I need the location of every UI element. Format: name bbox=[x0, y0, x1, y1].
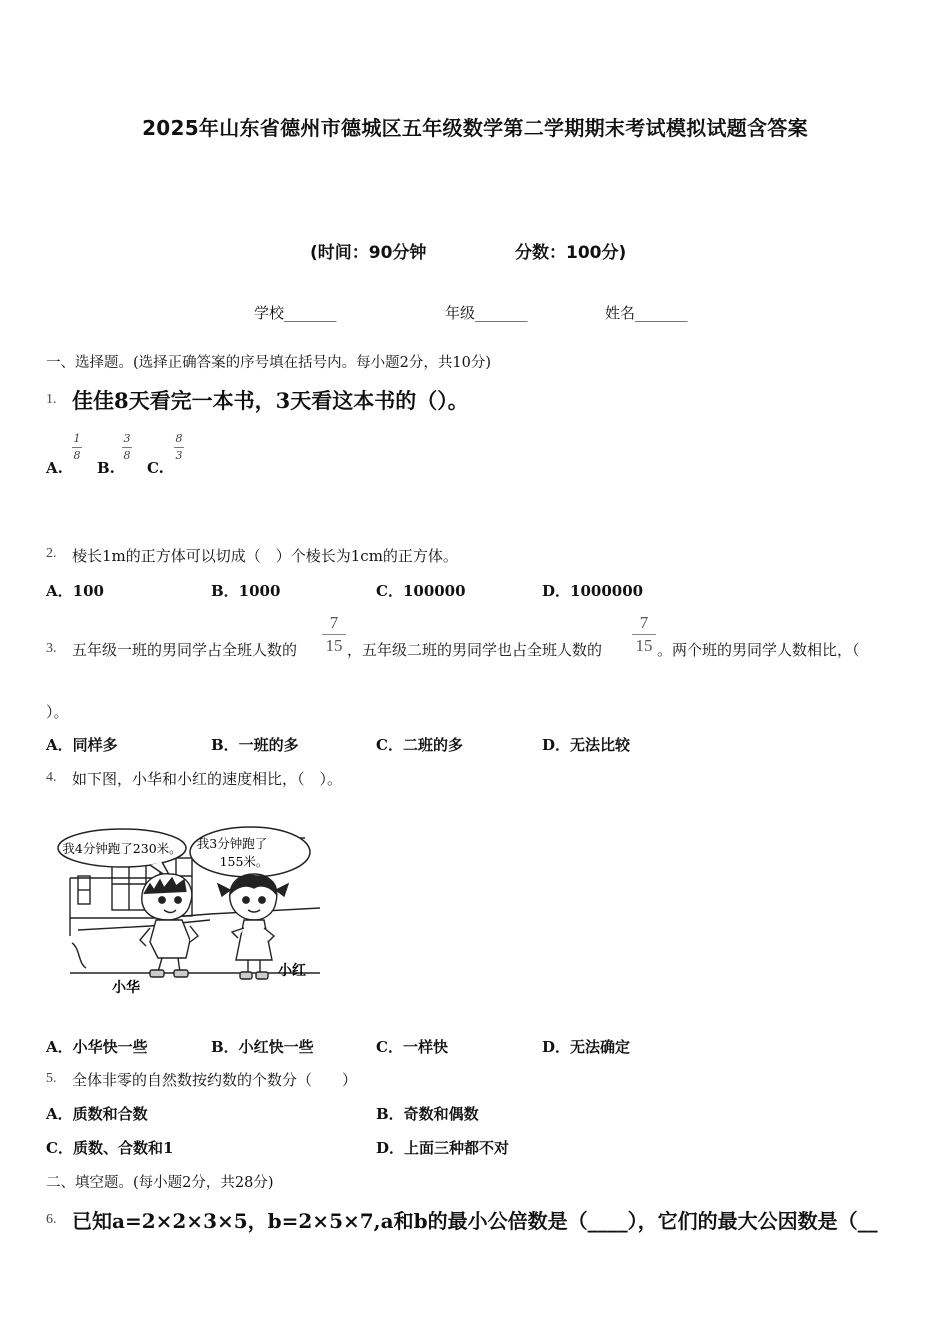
q1-option-c-fraction bbox=[174, 432, 184, 463]
q6-text: 已知a=2×2×3×5，b=2×5×7,a和b的最小公倍数是（____），它们的最大公因数是（__ bbox=[72, 1209, 878, 1233]
fraction-denominator: 8 bbox=[123, 449, 131, 462]
q3-text-part2: ，五年级二班的男同学也占全班人数的 bbox=[347, 641, 603, 659]
page-title: 2025年山东省德州市德城区五年级数学第二学期期末考试模拟试题含答案 bbox=[142, 116, 808, 140]
q1-number: 1. bbox=[46, 392, 57, 407]
q1-option-b-label[interactable]: B. bbox=[97, 459, 115, 477]
fraction-numerator: 7 bbox=[329, 613, 339, 632]
fraction-denominator: 15 bbox=[635, 636, 653, 655]
q3-option-d[interactable]: D．无法比较 bbox=[542, 736, 631, 754]
grade-field[interactable]: 年级_______ bbox=[445, 304, 528, 322]
name-field[interactable]: 姓名_______ bbox=[605, 304, 688, 322]
q1-option-a-fraction bbox=[72, 432, 82, 463]
q3-text-part3: 。两个班的男同学人数相比，（ bbox=[657, 641, 860, 659]
bubble-right-line1: 我3分钟跑了 bbox=[196, 836, 268, 851]
q3-text-part4: ）。 bbox=[46, 703, 69, 721]
q2-option-a[interactable]: A．100 bbox=[46, 582, 104, 600]
q1-option-a-label[interactable]: A. bbox=[46, 459, 63, 477]
q5-option-d[interactable]: D．上面三种都不对 bbox=[376, 1139, 510, 1157]
fraction-numerator: 3 bbox=[123, 432, 131, 445]
q2-text: 棱长1m的正方体可以切成（ ）个棱长为1cm的正方体。 bbox=[72, 547, 458, 565]
fraction-numerator: 1 bbox=[73, 432, 81, 445]
q1-option-c-label[interactable]: C. bbox=[147, 459, 164, 477]
q4-number: 4. bbox=[46, 770, 57, 785]
q3-option-c[interactable]: C．二班的多 bbox=[376, 736, 463, 754]
q1-text: 佳佳8天看完一本书，3天看这本书的（）。 bbox=[72, 388, 469, 413]
q3-option-b[interactable]: B．一班的多 bbox=[211, 736, 299, 754]
q4-option-c[interactable]: C．一样快 bbox=[376, 1038, 448, 1056]
q5-option-c[interactable]: C．质数、合数和1 bbox=[46, 1139, 174, 1157]
q4-text: 如下图，小华和小红的速度相比，（ ）。 bbox=[72, 770, 343, 788]
bubble-left-text: 我4分钟跑了230米。 bbox=[62, 841, 182, 856]
fraction-numerator: 8 bbox=[175, 432, 183, 445]
q5-text: 全体非零的自然数按约数的个数分（ ） bbox=[72, 1071, 358, 1089]
fraction-numerator: 7 bbox=[639, 613, 649, 632]
exam-score: 分数：100分) bbox=[515, 243, 627, 263]
boy-figure bbox=[140, 874, 198, 977]
q5-option-b[interactable]: B．奇数和偶数 bbox=[376, 1105, 479, 1123]
exam-time: (时间：90分钟 bbox=[310, 243, 427, 263]
fraction-denominator: 15 bbox=[325, 636, 343, 655]
q3-option-a[interactable]: A．同样多 bbox=[46, 736, 118, 754]
q2-number: 2. bbox=[46, 546, 57, 561]
fraction-denominator: 3 bbox=[175, 449, 183, 462]
q3-fraction-1 bbox=[322, 614, 346, 655]
fraction-denominator: 8 bbox=[73, 449, 81, 462]
q2-option-b[interactable]: B．1000 bbox=[211, 582, 281, 600]
q5-number: 5. bbox=[46, 1071, 57, 1086]
q4-option-b[interactable]: B．小红快一些 bbox=[211, 1038, 314, 1056]
q3-number: 3. bbox=[46, 641, 57, 656]
boy-name: 小华 bbox=[112, 980, 140, 996]
q5-option-a[interactable]: A．质数和合数 bbox=[46, 1105, 148, 1123]
q1-option-b-fraction bbox=[122, 432, 132, 463]
q4-illustration bbox=[50, 818, 340, 1003]
bubble-right-line2: 155米。 bbox=[219, 854, 269, 869]
section1-heading: 一、选择题。(选择正确答案的序号填在括号内。每小题2分，共10分) bbox=[46, 355, 491, 371]
q4-option-a[interactable]: A．小华快一些 bbox=[46, 1038, 148, 1056]
section2-heading: 二、填空题。(每小题2分，共28分) bbox=[46, 1175, 274, 1191]
school-field[interactable]: 学校_______ bbox=[254, 304, 337, 322]
q2-option-c[interactable]: C．100000 bbox=[376, 582, 466, 600]
q3-fraction-2 bbox=[632, 614, 656, 655]
q2-option-d[interactable]: D．1000000 bbox=[542, 582, 644, 600]
q4-option-d[interactable]: D．无法确定 bbox=[542, 1038, 631, 1056]
girl-name: 小红 bbox=[278, 963, 306, 979]
q3-text-part1: 五年级一班的男同学占全班人数的 bbox=[72, 641, 298, 659]
q6-number: 6. bbox=[46, 1212, 57, 1227]
